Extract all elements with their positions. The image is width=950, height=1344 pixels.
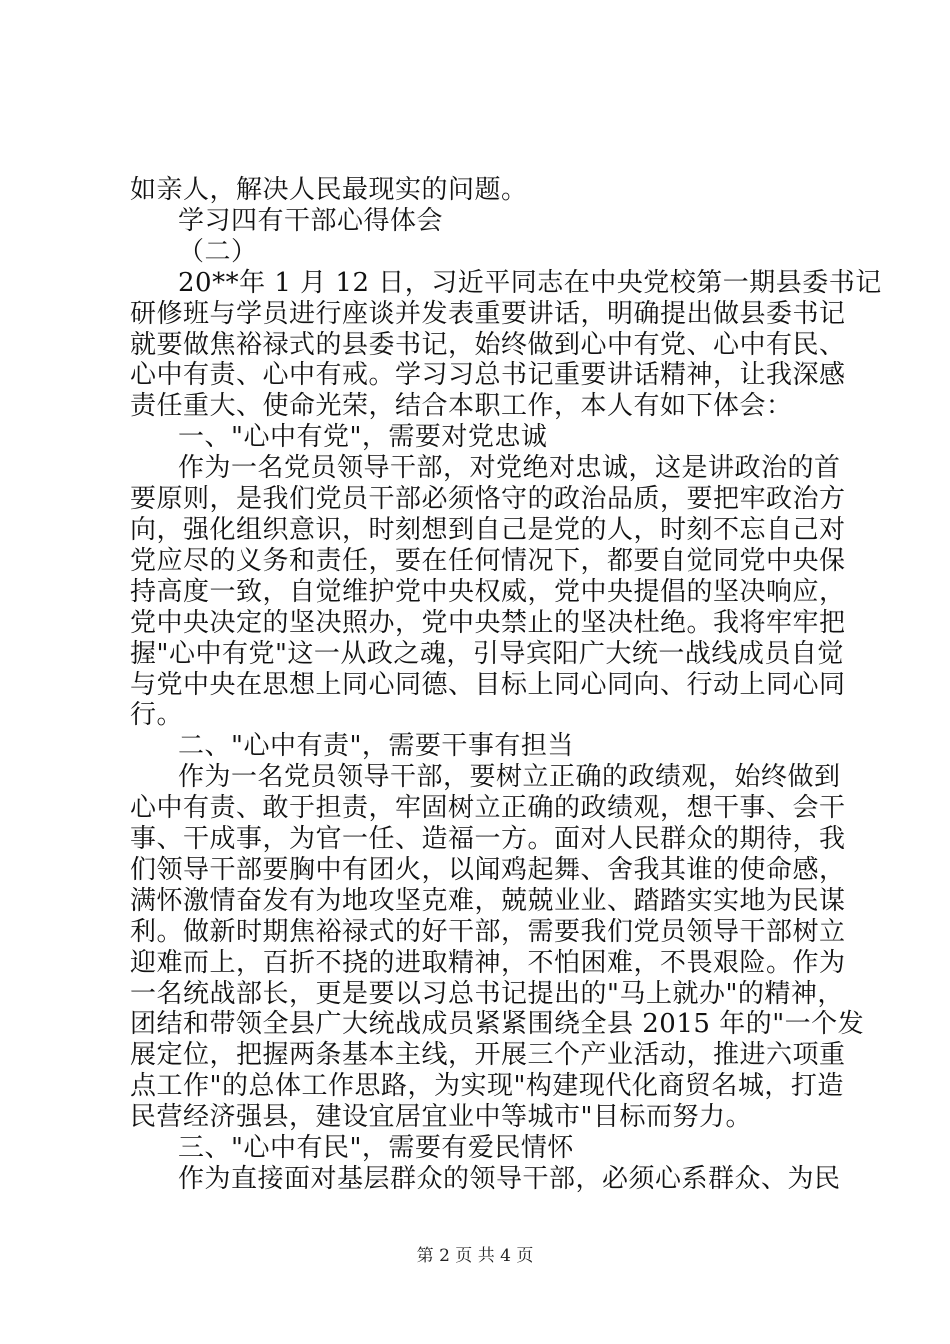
- text-line: 民营经济强县，建设宜居宜业中等城市"目标而努力。: [130, 1102, 752, 1132]
- text-line: 满怀激情奋发有为地攻坚克难，兢兢业业、踏踏实实地为民谋: [130, 886, 846, 916]
- text-line: 心中有责、敢于担责，牢固树立正确的政绩观，想干事、会干: [130, 793, 846, 823]
- text-line: 握"心中有党"这一从政之魂，引导宾阳广大统一战线成员自觉: [130, 639, 844, 669]
- text-line: 作为一名党员领导干部，对党绝对忠诚，这是讲政治的首: [178, 453, 841, 483]
- text-line: 责任重大、使命光荣，结合本职工作，本人有如下体会：: [130, 391, 793, 421]
- text-line: 行。: [130, 700, 184, 730]
- text-line: 迎难而上，百折不挠的进取精神，不怕困难，不畏艰险。作为: [130, 948, 846, 978]
- text-line: 团结和带领全县广大统战成员紧紧围绕全县 2015 年的"一个发: [130, 1009, 865, 1039]
- text-line: 心中有责、心中有戒。学习习总书记重要讲话精神，让我深感: [130, 360, 846, 390]
- text-line: 点工作"的总体工作思路，为实现"构建现代化商贸名城，打造: [130, 1071, 844, 1101]
- section-number: （二）: [178, 237, 258, 267]
- text-line: 20**年 1 月 12 日，习近平同志在中央党校第一期县委书记: [178, 268, 882, 298]
- text-line: 作为一名党员领导干部，要树立正确的政绩观，始终做到: [178, 762, 841, 792]
- page-footer: 第 2 页 共 4 页: [416, 1246, 534, 1266]
- text-line: 向，强化组织意识，时刻想到自己是党的人，时刻不忘自己对: [130, 515, 846, 545]
- text-line: 就要做焦裕禄式的县委书记，始终做到心中有党、心中有民、: [130, 330, 846, 360]
- text-line: 一名统战部长，更是要以习总书记提出的"马上就办"的精神，: [130, 979, 844, 1009]
- text-line: 利。做新时期焦裕禄式的好干部，需要我们党员领导干部树立: [130, 917, 846, 947]
- text-line: 展定位，把握两条基本主线，开展三个产业活动，推进六项重: [130, 1040, 846, 1070]
- text-line: 要原则，是我们党员干部必须恪守的政治品质，要把牢政治方: [130, 484, 846, 514]
- section-title: 学习四有干部心得体会: [178, 206, 444, 236]
- text-line: 事、干成事，为官一任、造福一方。面对人民群众的期待，我: [130, 824, 846, 854]
- heading-1: 一、"心中有党"，需要对党忠诚: [178, 422, 548, 452]
- heading-3: 三、"心中有民"，需要有爱民情怀: [178, 1133, 574, 1163]
- text-line: 们领导干部要胸中有团火，以闻鸡起舞、舍我其谁的使命感，: [130, 855, 846, 885]
- text-line: 党应尽的义务和责任，要在任何情况下，都要自觉同党中央保: [130, 546, 846, 576]
- text-line: 持高度一致，自觉维护党中央权威，党中央提倡的坚决响应，: [130, 577, 846, 607]
- heading-2: 二、"心中有责"，需要干事有担当: [178, 731, 574, 761]
- text-line: 研修班与学员进行座谈并发表重要讲话，明确提出做县委书记: [130, 299, 846, 329]
- text-line: 作为直接面对基层群众的领导干部，必须心系群众、为民: [178, 1164, 841, 1194]
- text-line: 如亲人，解决人民最现实的问题。: [130, 175, 528, 205]
- text-line: 党中央决定的坚决照办，党中央禁止的坚决杜绝。我将牢牢把: [130, 608, 846, 638]
- text-line: 与党中央在思想上同心同德、目标上同心同向、行动上同心同: [130, 670, 846, 700]
